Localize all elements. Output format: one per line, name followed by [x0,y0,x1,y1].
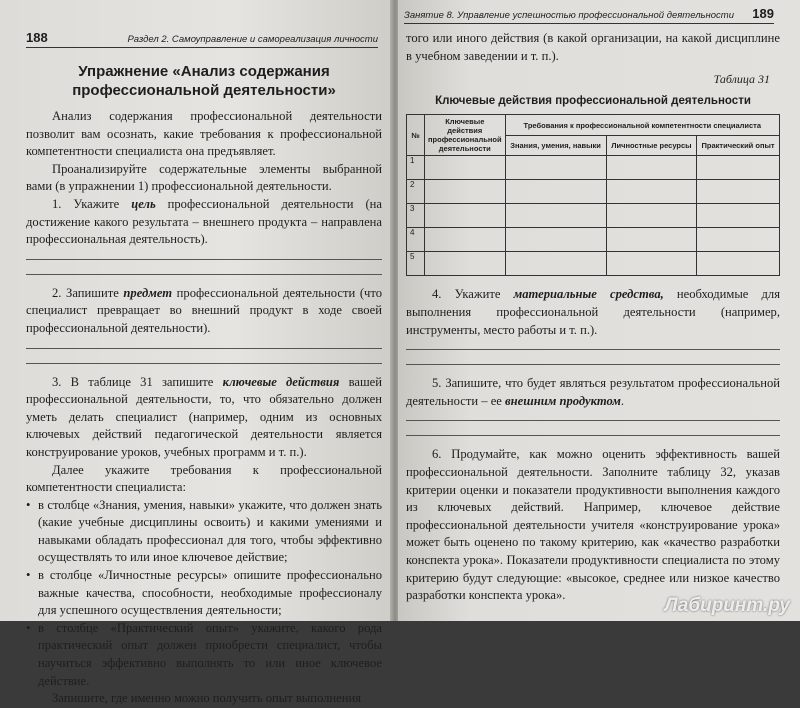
intro-paragraph: Анализ содержания профессиональной деятельности позволит вам осознать, какие требования к профессиональной компетентности специалиста она предъявляет. [26,109,382,159]
table-row: 3 [407,204,780,228]
answer-line[interactable] [26,274,382,275]
answer-line[interactable] [26,348,382,349]
table-title: Ключевые действия профессиональной деятельности [435,94,751,107]
exercise-title [26,62,382,100]
right-running-title: Занятие 8. Управление успешностью профессиональной деятельности [404,10,735,21]
question-3 [26,374,382,462]
right-running-header [404,2,774,24]
q3-prefix: 3. В таблице 31 запишите [52,374,223,389]
right-page-number: 189 [752,6,774,21]
left-page [0,0,392,706]
right-column [406,30,780,605]
col-num-header: № [407,115,425,156]
right-page [398,0,800,621]
answer-line[interactable] [406,420,780,421]
q1-prefix: 1. Укажите [52,196,132,211]
q5-prefix: 5. Запишите, что будет являться результатом профессиональной деятельности – ее [406,376,780,408]
q4-term: материальные средства, [513,287,664,302]
answer-line[interactable] [406,364,780,365]
table-caption: Таблица 31 [713,72,770,87]
question-6: 6. Продумайте, как можно оценить эффективность вашей профессиональной деятельности. Заполните таблицу 32, указав критерии оценки и показатели продуктивности выполнения каждого из ключевых действий. Например, ключевое действие профессиональной деятельности учителя «конструирование урока» может быть оценено по такому критерию, как «качество разработки конспекта урока». Показатели продуктивности специалиста по этому критерию будут следующие: «высокое, среднее или низкое качество разработки конспекта урока». [406,447,780,603]
table-row: 2 [407,180,780,204]
q1-text: профессиональной деятельности (на достижение какого результата – внешнего продукта – направлена профессиональная деятельность). [26,196,383,247]
q1-term: цель [131,196,156,211]
exercise-title-line1: Упражнение «Анализ содержания [78,63,330,80]
left-page-number: 188 [26,30,48,45]
watermark-logo: Лабиринт.ру [664,595,790,616]
question-2 [26,285,382,338]
continuation-paragraph: того или иного действия (в какой организации, на какой дисциплине в учебном заведении и т. п.). [406,31,780,63]
q4-prefix: 4. Укажите [432,287,514,302]
question-4 [406,286,780,339]
col-practice-header: Практический опыт [697,135,780,156]
answer-line[interactable] [26,363,382,364]
answer-line[interactable] [406,349,780,350]
answer-line[interactable] [406,435,780,436]
q2-prefix: 2. Запишите [52,285,124,300]
bullet-icon: • [26,620,31,635]
list-item: • в столбце «Личностные ресурсы» опишите профессионально важные качества, способности, необходимые профессионалу для успешного осуществления деятельности; [26,568,382,618]
left-column [26,62,382,708]
requirements-list [26,497,382,691]
q3-text: вашей профессиональной деятельности, то, что обязательно должен уметь делать специалист (например, одним из основных ключевых действий педагогической деятельности является конструирование уроков, учебных программ и т. п.). [26,374,382,459]
competence-intro: Далее укажите требования к профессиональной компетентности специалиста: [26,462,382,495]
list-item: • в столбце «Знания, умения, навыки» укажите, что должен знать (какие учебные дисциплины освоить) и какими умениями и навыками обладать профессионал для того, чтобы эффективно осуществлять то или иное ключевое действие; [26,497,382,565]
question-1 [26,196,382,249]
left-running-header [26,26,378,48]
col-knowledge-header: Знания, умения, навыки [505,135,606,156]
q2-text: профессиональной деятельности (что специалист превращает во внешний продукт в ходе своей профессиональной деятельности). [26,285,382,335]
exercise-title-line2: профессиональной деятельности» [72,82,336,99]
bullet-icon: • [26,568,31,583]
q3-term: ключевые действия [222,374,340,389]
q5-text: . [620,393,625,408]
table-row: 5 [407,252,780,276]
col-personal-header: Личностные ресурсы [606,135,696,156]
bullet-icon: • [26,497,31,512]
table-row: 4 [407,228,780,252]
last-line: Запишите, где именно можно получить опыт выполнения [52,691,362,706]
key-actions-table [406,114,780,276]
col-group-header: Требования к профессиональной компетентности специалиста [505,115,779,136]
q4-text: необходимые для выполнения профессиональной деятельности (например, инструменты, место работы и т. п.). [406,287,780,337]
instruction-paragraph: Проанализируйте содержательные элементы выбранной вами (в упражнении 1) профессиональной деятельности. [26,161,382,194]
q5-term: внешним продуктом [505,393,621,408]
left-running-title: Раздел 2. Самоуправление и самореализация личности [127,34,378,45]
table-row: 1 [407,156,780,180]
question-5 [406,375,780,410]
answer-line[interactable] [26,259,382,260]
col-actions-header: Ключевые действия профессиональной деятельности [425,115,506,156]
q2-term: предмет [123,285,173,300]
list-item: • в столбце «Практический опыт» укажите, какого рода практический опыт должен приобрести специалист, чтобы научиться эффективно выполнять то или иное ключевое действие. [26,620,382,688]
